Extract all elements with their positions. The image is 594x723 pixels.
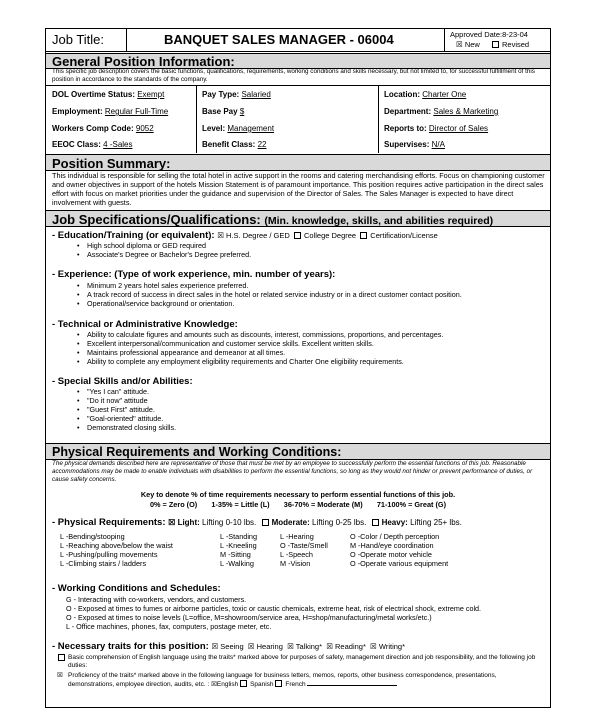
benefit-class: Benefit Class: 22 <box>202 140 267 149</box>
reports-to: Reports to: Director of Sales <box>384 124 489 133</box>
trait-seeing[interactable]: ☒ Seeing <box>211 642 244 651</box>
trait-talking[interactable]: ☒ Talking* <box>287 642 323 651</box>
working-items <box>66 595 546 631</box>
technical-label: - Technical or Administrative Knowledge: <box>52 319 238 330</box>
specs-heading: Job Specifications/Qualifications: (Min. knowledge, skills, and abilities required) <box>52 212 494 227</box>
list-item: G - Interacting with co-workers, vendors, and customers. <box>66 595 247 604</box>
lang-french: French <box>285 681 306 688</box>
supervises: Supervises: N/A <box>384 140 445 149</box>
pay-type: Pay Type: Salaried <box>202 90 271 99</box>
special-label: - Special Skills and/or Abilities: <box>52 376 193 387</box>
list-item: O - Exposed at times to fumes or airborne particles, toxic or caustic chemicals, extreme heat, risk of electrical shock, extreme cold. <box>66 604 482 613</box>
header-row <box>46 29 550 52</box>
list-item: L -Kneeling <box>220 541 257 550</box>
list-item: L -Bending/stooping <box>60 532 125 541</box>
heavy-checkbox[interactable] <box>372 519 379 526</box>
physical-heading: Physical Requirements and Working Conditions: <box>52 445 342 459</box>
job-title-value: BANQUET SALES MANAGER - 06004 <box>164 32 394 47</box>
physical-col-2 <box>220 532 257 568</box>
revised-check-box <box>492 41 499 48</box>
dol-status: DOL Overtime Status: Exempt <box>52 90 165 99</box>
general-fields <box>46 85 550 153</box>
revised-checkbox[interactable] <box>492 40 529 50</box>
list-item: L -Hearing <box>280 532 314 541</box>
list-item: L -Climbing stairs / ladders <box>60 559 147 568</box>
revised-label: Revised <box>502 40 530 49</box>
general-intro: This specific job description covers the basic functions, qualifications, requirements, working conditions and skills necessary, but not limited to, for successful fulfillment of this position in accordance to the standards of the company. <box>52 68 535 83</box>
list-item: M -Hand/eye coordination <box>350 541 434 550</box>
list-item: • "Yes I can" attitude. <box>87 388 149 396</box>
list-item: O -Taste/Smell <box>280 541 328 550</box>
lang-spanish: Spanish <box>250 681 274 688</box>
general-heading: General Position Information: <box>52 54 235 69</box>
list-item: L -Standing <box>220 532 258 541</box>
eeoc-class: EEOC Class: 4 -Sales <box>52 140 133 149</box>
new-check-mark: ☒ <box>456 40 463 49</box>
approved-date: Approved Date:8-23-04 <box>450 30 528 39</box>
lang-english[interactable]: ☒English <box>211 681 239 688</box>
physical-col-3 <box>280 532 328 568</box>
list-item: O -Operate various equipment <box>350 559 449 568</box>
list-item: • Ability to complete any employment eligibility requirements and Charter One eligibility requirements. <box>87 358 404 366</box>
lang-spanish-checkbox[interactable] <box>240 680 247 687</box>
traits-proficiency: ☒ Proficiency of the traits* marked above in the following language for business letters, memos, reports, other business correspondence, presentations, demonstrations, employee direction, audits, etc. : ☒English Spanish French <box>57 672 497 688</box>
physical-heading-bar <box>46 443 550 460</box>
list-item: O -Color / Depth perception <box>350 532 440 541</box>
experience-label: - Experience: (Type of work experience, min. number of years): <box>52 269 336 280</box>
list-item: • Associate's Degree or Bachelor's Degree preferred. <box>87 251 251 259</box>
list-item: L -Speech <box>280 550 313 559</box>
moderate-checkbox[interactable] <box>262 519 269 526</box>
list-item: L - Office machines, phones, fax, computers, postage meter, etc. <box>66 622 272 631</box>
list-item: M -Vision <box>280 559 311 568</box>
traits-row: - Necessary traits for this position: ☒ Seeing ☒ Hearing ☒ Talking* ☒ Reading* ☒ Writing* <box>52 641 405 652</box>
list-item: • "Do it now" attitude <box>87 397 148 405</box>
level: Level: Management <box>202 124 275 133</box>
trait-hearing[interactable]: ☒ Hearing <box>247 642 283 651</box>
list-item: O - Exposed at times to noise levels (L=office, M=showroom/service area, H=shop/manufacturing/metal works/etc.) <box>66 613 432 622</box>
traits-basic: Basic comprehension of English language using the traits* marked above for purposes of safety, management direction and job responsibility, and the following job duties: <box>68 654 546 670</box>
list-item: O -Operate motor vehicle <box>350 550 432 559</box>
basic-checkbox[interactable] <box>58 654 65 661</box>
list-item: • "Guest First" attitude. <box>87 406 155 414</box>
light-check[interactable]: ☒ <box>168 518 176 527</box>
summary-heading: Position Summary: <box>52 156 171 171</box>
time-key: 0% = Zero (O) 1-35% = Little (L) 36-70% = Moderate (M) 71-100% = Great (G) <box>149 500 446 509</box>
working-label: - Working Conditions and Schedules: <box>52 583 221 594</box>
physical-col-4 <box>350 532 448 568</box>
trait-writing[interactable]: ☒ Writing* <box>370 642 405 651</box>
list-item: • Minimum 2 years hotel sales experience preferred. <box>87 282 248 290</box>
list-item: M -Sitting <box>220 550 251 559</box>
location: Location: Charter One <box>384 90 467 99</box>
list-item: • A track record of success in direct sales in the hotel or related service industry or in a direct customer contact position. <box>87 291 462 299</box>
job-title-label: Job Title: <box>52 32 105 47</box>
education-label: - Education/Training (or equivalent): ☒ H.S. Degree / GED College Degree Certification/License <box>52 230 438 241</box>
job-description-page <box>45 28 551 708</box>
list-item: • "Goal-oriented" attitude. <box>87 415 163 423</box>
proficiency-check[interactable]: ☒ <box>57 672 63 679</box>
list-item: L -Pushing/pulling movements <box>60 550 158 559</box>
physical-intro: The physical demands described here are representative of those that must be met by an employee to successfully perform the essential functions of this job. Reasonable accommodations may be made to enable individuals with disabilities to perform the essential functions, so long as they would not hinder or prevent performance of duties, or cause safety concerns. <box>52 460 533 483</box>
trait-reading[interactable]: ☒ Reading* <box>326 642 366 651</box>
summary-text: This individual is responsible for selling the total hotel in active support in the rooms and catering merchandising efforts. Focus on championing customer and owner objectives in support of the hotels Mission Statement is of paramount importance. This position requires active participation in the direct sales effort with focus on market priorities under the guidance and supervision of the Director of Sales. The Sales Manager is expected to have direct involvement with guests. <box>52 171 545 207</box>
employment: Employment: Regular Full-Time <box>52 107 169 116</box>
list-item: • Excellent interpersonal/communication and customer service skills. Excellent written skills. <box>87 340 374 348</box>
list-item: • Ability to calculate figures and amounts such as discounts, interest, commissions, proportions, and percentages. <box>87 331 443 339</box>
list-item: • Operational/service background or orientation. <box>87 300 234 308</box>
general-heading-bar <box>46 53 550 69</box>
language-other-line[interactable] <box>307 685 397 686</box>
list-item: L -Reaching above/below the waist <box>60 541 173 550</box>
physical-req-row: - Physical Requirements: ☒ Light: Lifting 0-10 lbs. Moderate: Lifting 0-25 lbs. Heavy: Lifting 25+ lbs. <box>52 517 462 528</box>
lang-french-checkbox[interactable] <box>275 680 282 687</box>
department: Department: Sales & Marketing <box>384 107 499 116</box>
physical-col-1 <box>60 532 173 568</box>
base-pay: Base Pay $ <box>202 107 245 116</box>
new-label: New <box>464 40 480 49</box>
list-item: • Maintains professional appearance and demeanor at all times. <box>87 349 285 357</box>
list-item: L -Walking <box>220 559 254 568</box>
workers-comp-code: Workers Comp Code: 9052 <box>52 124 154 133</box>
list-item: • High school diploma or GED required <box>87 242 206 250</box>
time-key-heading: Key to denote % of time requirements necessary to perform essential functions of this job. <box>140 490 456 499</box>
new-checkbox[interactable] <box>456 40 480 50</box>
list-item: • Demonstrated closing skills. <box>87 424 176 432</box>
summary-heading-bar <box>46 154 550 171</box>
specs-heading-bar <box>46 210 550 227</box>
